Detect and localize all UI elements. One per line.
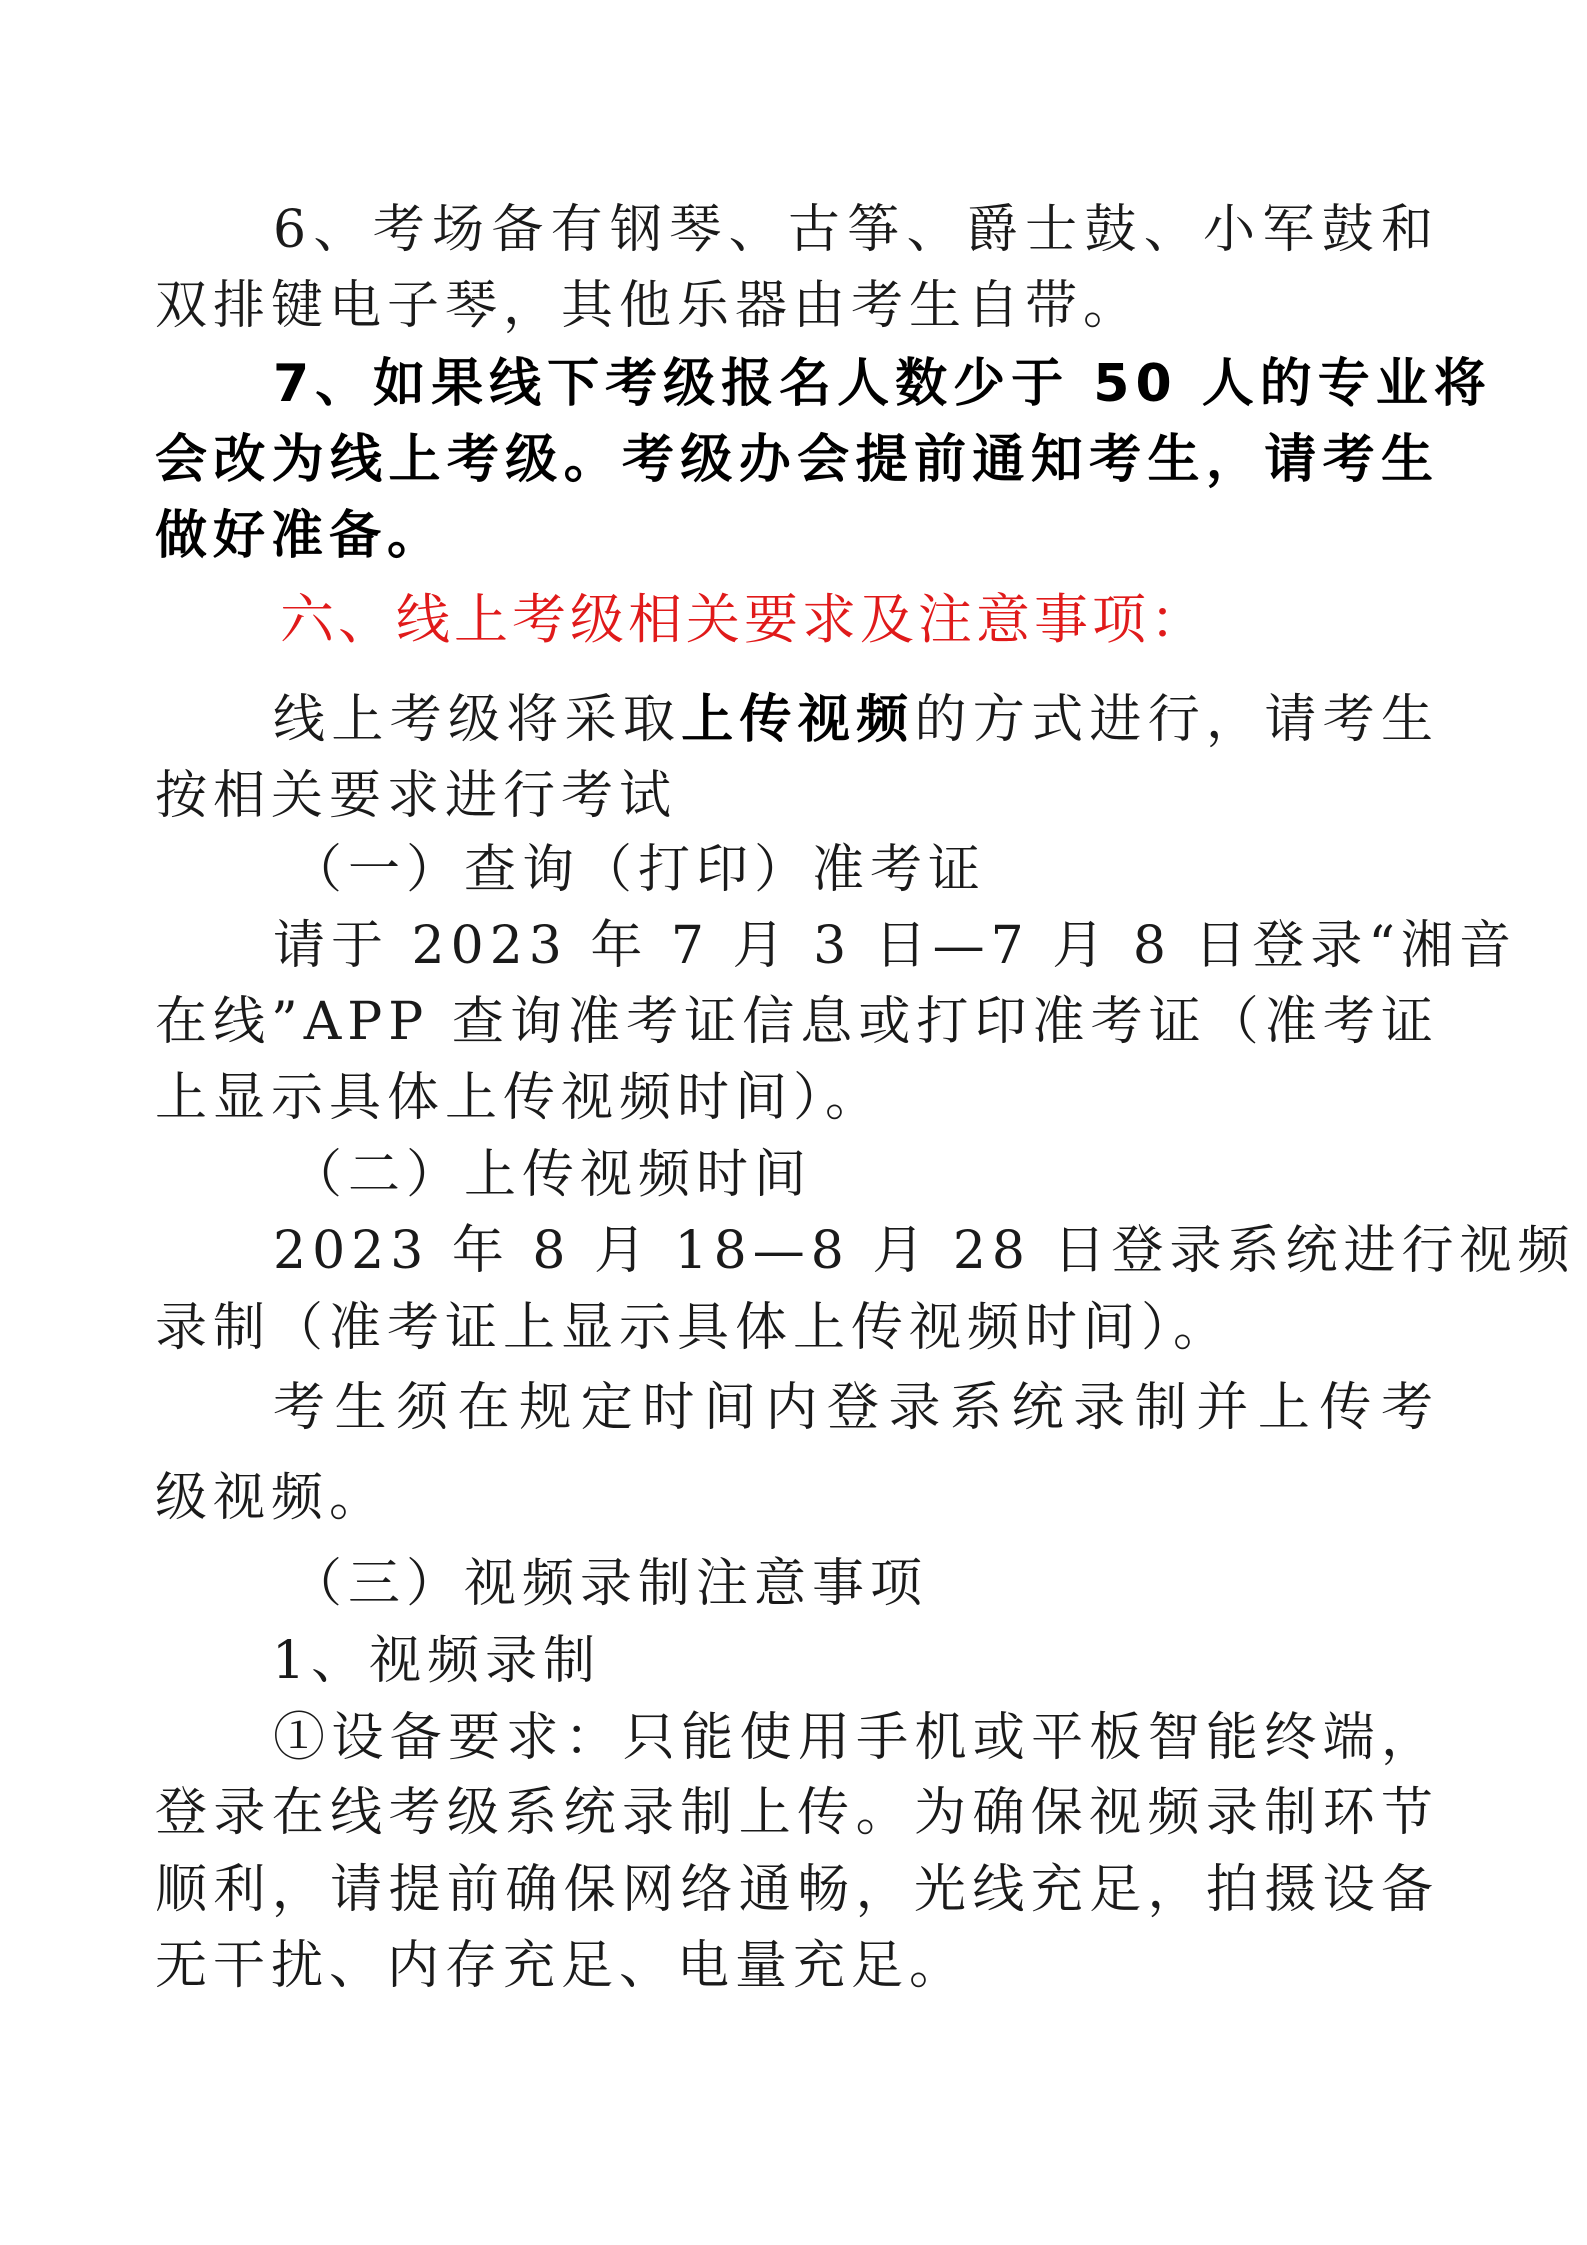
sub1-line3: 上显示具体上传视频时间）。 (155, 1068, 884, 1128)
sub2-heading: （二）上传视频时间 (290, 1145, 813, 1205)
sub3-line4: 无干扰、内存充足、电量充足。 (155, 1936, 968, 1996)
section6-intro-line2: 按相关要求进行考试 (155, 766, 678, 826)
sub2-line4: 级视频。 (155, 1468, 388, 1528)
sub2-line3: 考生须在规定时间内登录系统录制并上传考 (273, 1378, 1439, 1438)
item7-line2: 会改为线上考级。考级办会提前通知考生，请考生 (155, 430, 1439, 490)
sub3-line1: ①设备要求：只能使用手机或平板智能终端， (273, 1708, 1439, 1768)
section6-intro-post: 的方式进行，请考生 (914, 690, 1439, 750)
section6-intro-line1 (155, 690, 1439, 750)
sub1-heading: （一）查询（打印）准考证 (290, 840, 987, 900)
section6-intro-bold: 上传视频 (681, 690, 915, 750)
section6-intro-pre: 线上考级将采取 (273, 690, 682, 750)
item7-line3: 做好准备。 (155, 506, 446, 566)
item7-line1: 7、如果线下考级报名人数少于 50 人的专业将 (273, 354, 1492, 414)
sub2-line1: 2023 年 8 月 18—8 月 28 日登录系统进行视频 (273, 1221, 1576, 1281)
sub1-line2: 在线”APP 查询准考证信息或打印准考证（准考证 (155, 992, 1439, 1052)
sub3-item1-heading: 1、视频录制 (272, 1631, 602, 1691)
sub3-line2: 登录在线考级系统录制上传。为确保视频录制环节 (155, 1783, 1439, 1843)
sub2-line2: 录制（准考证上显示具体上传视频时间）。 (155, 1298, 1232, 1358)
section6-heading: 六、线上考级相关要求及注意事项： (280, 588, 1208, 651)
sub3-heading: （三）视频录制注意事项 (290, 1554, 929, 1614)
item6-line1: 6、考场备有钢琴、古筝、爵士鼓、小军鼓和 (273, 200, 1439, 260)
sub3-line3: 顺利，请提前确保网络通畅，光线充足，拍摄设备 (155, 1860, 1439, 1920)
item6-line2: 双排键电子琴，其他乐器由考生自带。 (155, 276, 1142, 336)
sub1-line1: 请于 2023 年 7 月 3 日—7 月 8 日登录“湘音 (273, 916, 1518, 976)
